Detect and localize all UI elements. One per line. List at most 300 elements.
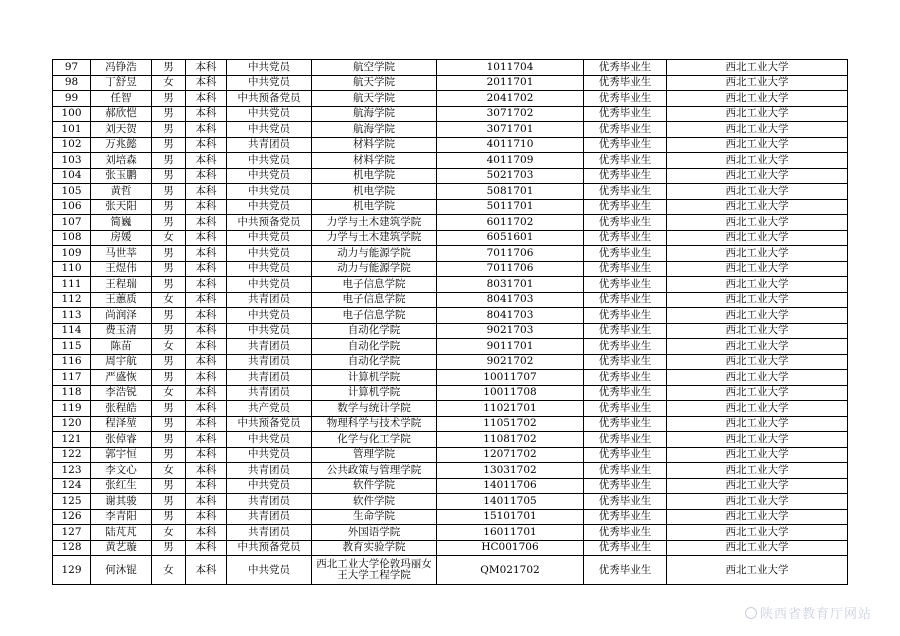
table-row: [53, 432, 848, 448]
cell-university: 西北工业大学: [667, 137, 848, 153]
cell-index: 124: [53, 478, 91, 494]
cell-index: 98: [53, 75, 91, 91]
cell-index: 104: [53, 168, 91, 184]
cell-name: 何沐锟: [91, 556, 152, 585]
cell-degree: 本科: [186, 463, 227, 479]
cell-gender: 女: [152, 75, 186, 91]
cell-class-id: 12071702: [437, 447, 584, 463]
cell-honor: 优秀毕业生: [584, 91, 667, 107]
graduates-table: [52, 59, 848, 585]
table-row: [53, 308, 848, 324]
cell-class-id: 5011701: [437, 199, 584, 215]
cell-index: 103: [53, 153, 91, 169]
cell-honor: 优秀毕业生: [584, 246, 667, 262]
cell-university: 西北工业大学: [667, 106, 848, 122]
cell-political-status: 共青团员: [227, 509, 312, 525]
cell-class-id: 7011706: [437, 261, 584, 277]
cell-index: 114: [53, 323, 91, 339]
cell-class-id: 9011701: [437, 339, 584, 355]
cell-class-id: QM021702: [437, 556, 584, 585]
cell-honor: 优秀毕业生: [584, 184, 667, 200]
cell-university: 西北工业大学: [667, 168, 848, 184]
cell-honor: 优秀毕业生: [584, 75, 667, 91]
cell-index: 116: [53, 354, 91, 370]
cell-college: 计算机学院: [312, 385, 437, 401]
table-row: [53, 556, 848, 585]
cell-college: 力学与土木建筑学院: [312, 230, 437, 246]
cell-political-status: 中共党员: [227, 478, 312, 494]
table-row: [53, 184, 848, 200]
cell-college: 物理科学与技术学院: [312, 416, 437, 432]
cell-index: 119: [53, 401, 91, 417]
table-row: [53, 323, 848, 339]
cell-index: 110: [53, 261, 91, 277]
cell-college: 数学与统计学院: [312, 401, 437, 417]
cell-college: 电子信息学院: [312, 292, 437, 308]
cell-college: 航海学院: [312, 122, 437, 138]
cell-honor: 优秀毕业生: [584, 401, 667, 417]
cell-gender: 女: [152, 385, 186, 401]
table-row: [53, 478, 848, 494]
cell-name: 张红生: [91, 478, 152, 494]
cell-college: 化学与化工学院: [312, 432, 437, 448]
cell-index: 100: [53, 106, 91, 122]
cell-name: 黄哲: [91, 184, 152, 200]
cell-honor: 优秀毕业生: [584, 540, 667, 556]
cell-class-id: 4011710: [437, 137, 584, 153]
cell-honor: 优秀毕业生: [584, 261, 667, 277]
cell-university: 西北工业大学: [667, 556, 848, 585]
cell-index: 120: [53, 416, 91, 432]
cell-honor: 优秀毕业生: [584, 509, 667, 525]
cell-gender: 男: [152, 199, 186, 215]
cell-name: 张玉鹏: [91, 168, 152, 184]
cell-political-status: 中共党员: [227, 556, 312, 585]
cell-honor: 优秀毕业生: [584, 292, 667, 308]
cell-gender: 女: [152, 525, 186, 541]
cell-university: 西北工业大学: [667, 199, 848, 215]
cell-class-id: 2041702: [437, 91, 584, 107]
cell-degree: 本科: [186, 525, 227, 541]
cell-college: 航天学院: [312, 91, 437, 107]
cell-university: 西北工业大学: [667, 525, 848, 541]
cell-honor: 优秀毕业生: [584, 525, 667, 541]
cell-gender: 男: [152, 509, 186, 525]
cell-political-status: 中共党员: [227, 230, 312, 246]
cell-university: 西北工业大学: [667, 478, 848, 494]
cell-degree: 本科: [186, 137, 227, 153]
cell-class-id: 7011706: [437, 246, 584, 262]
cell-name: 冯铮浩: [91, 60, 152, 76]
cell-political-status: 共青团员: [227, 354, 312, 370]
cell-degree: 本科: [186, 385, 227, 401]
cell-honor: 优秀毕业生: [584, 122, 667, 138]
cell-college: 软件学院: [312, 478, 437, 494]
cell-index: 109: [53, 246, 91, 262]
cell-degree: 本科: [186, 292, 227, 308]
cell-college: 机电学院: [312, 184, 437, 200]
cell-index: 107: [53, 215, 91, 231]
cell-honor: 优秀毕业生: [584, 385, 667, 401]
watermark-logo-icon: [745, 607, 757, 619]
awards-table-sheet: [52, 59, 847, 585]
cell-honor: 优秀毕业生: [584, 277, 667, 293]
cell-political-status: 中共党员: [227, 246, 312, 262]
cell-political-status: 共青团员: [227, 292, 312, 308]
cell-honor: 优秀毕业生: [584, 494, 667, 510]
cell-class-id: 6011702: [437, 215, 584, 231]
cell-name: 郝欣恺: [91, 106, 152, 122]
table-row: [53, 153, 848, 169]
cell-political-status: 中共党员: [227, 261, 312, 277]
table-row: [53, 339, 848, 355]
cell-name: 王程瑞: [91, 277, 152, 293]
cell-gender: 女: [152, 463, 186, 479]
cell-college: 生命学院: [312, 509, 437, 525]
cell-college: 软件学院: [312, 494, 437, 510]
cell-degree: 本科: [186, 339, 227, 355]
cell-gender: 男: [152, 184, 186, 200]
cell-political-status: 中共党员: [227, 153, 312, 169]
cell-college: 西北工业大学伦敦玛丽女王大学工程学院: [312, 556, 437, 585]
cell-name: 谢其骏: [91, 494, 152, 510]
cell-name: 任智: [91, 91, 152, 107]
cell-gender: 男: [152, 106, 186, 122]
cell-college: 力学与土木建筑学院: [312, 215, 437, 231]
cell-college: 公共政策与管理学院: [312, 463, 437, 479]
table-row: [53, 525, 848, 541]
cell-political-status: 中共预备党员: [227, 215, 312, 231]
cell-college: 材料学院: [312, 153, 437, 169]
cell-class-id: 11051702: [437, 416, 584, 432]
cell-class-id: 14011706: [437, 478, 584, 494]
cell-class-id: 1011704: [437, 60, 584, 76]
cell-class-id: 8041703: [437, 292, 584, 308]
cell-political-status: 中共党员: [227, 323, 312, 339]
cell-university: 西北工业大学: [667, 416, 848, 432]
cell-degree: 本科: [186, 230, 227, 246]
cell-degree: 本科: [186, 509, 227, 525]
table-row: [53, 540, 848, 556]
cell-index: 121: [53, 432, 91, 448]
table-row: [53, 199, 848, 215]
cell-name: 张天阳: [91, 199, 152, 215]
table-row: [53, 60, 848, 76]
cell-degree: 本科: [186, 308, 227, 324]
cell-index: 123: [53, 463, 91, 479]
cell-name: 张倬睿: [91, 432, 152, 448]
cell-class-id: 6051601: [437, 230, 584, 246]
cell-name: 陈苗: [91, 339, 152, 355]
cell-degree: 本科: [186, 401, 227, 417]
cell-class-id: 13031702: [437, 463, 584, 479]
cell-degree: 本科: [186, 494, 227, 510]
cell-gender: 女: [152, 556, 186, 585]
cell-university: 西北工业大学: [667, 323, 848, 339]
cell-political-status: 共青团员: [227, 339, 312, 355]
table-row: [53, 91, 848, 107]
cell-degree: 本科: [186, 199, 227, 215]
cell-university: 西北工业大学: [667, 153, 848, 169]
cell-university: 西北工业大学: [667, 246, 848, 262]
cell-honor: 优秀毕业生: [584, 199, 667, 215]
table-body: [53, 60, 848, 585]
table-row: [53, 509, 848, 525]
cell-class-id: 8041703: [437, 308, 584, 324]
cell-name: 陆芃芃: [91, 525, 152, 541]
cell-name: 郭宇恒: [91, 447, 152, 463]
cell-gender: 男: [152, 478, 186, 494]
cell-degree: 本科: [186, 540, 227, 556]
cell-political-status: 中共党员: [227, 432, 312, 448]
cell-index: 128: [53, 540, 91, 556]
cell-honor: 优秀毕业生: [584, 215, 667, 231]
cell-degree: 本科: [186, 106, 227, 122]
cell-index: 126: [53, 509, 91, 525]
table-row: [53, 277, 848, 293]
cell-honor: 优秀毕业生: [584, 323, 667, 339]
cell-index: 111: [53, 277, 91, 293]
cell-college: 材料学院: [312, 137, 437, 153]
cell-gender: 男: [152, 494, 186, 510]
cell-gender: 男: [152, 168, 186, 184]
cell-name: 周宇航: [91, 354, 152, 370]
cell-degree: 本科: [186, 75, 227, 91]
cell-name: 王蕙质: [91, 292, 152, 308]
cell-index: 125: [53, 494, 91, 510]
cell-name: 丁舒昱: [91, 75, 152, 91]
cell-college: 外国语学院: [312, 525, 437, 541]
cell-university: 西北工业大学: [667, 370, 848, 386]
cell-degree: 本科: [186, 246, 227, 262]
cell-class-id: 9021703: [437, 323, 584, 339]
cell-class-id: 16011701: [437, 525, 584, 541]
table-row: [53, 215, 848, 231]
cell-political-status: 中共党员: [227, 168, 312, 184]
cell-honor: 优秀毕业生: [584, 416, 667, 432]
cell-university: 西北工业大学: [667, 308, 848, 324]
cell-honor: 优秀毕业生: [584, 432, 667, 448]
cell-class-id: 9021702: [437, 354, 584, 370]
cell-honor: 优秀毕业生: [584, 168, 667, 184]
cell-index: 118: [53, 385, 91, 401]
cell-gender: 男: [152, 401, 186, 417]
cell-political-status: 中共党员: [227, 60, 312, 76]
cell-university: 西北工业大学: [667, 494, 848, 510]
cell-honor: 优秀毕业生: [584, 478, 667, 494]
cell-index: 105: [53, 184, 91, 200]
cell-class-id: 14011705: [437, 494, 584, 510]
cell-index: 97: [53, 60, 91, 76]
cell-honor: 优秀毕业生: [584, 106, 667, 122]
cell-name: 王煜伟: [91, 261, 152, 277]
cell-college: 电子信息学院: [312, 308, 437, 324]
cell-name: 张程皓: [91, 401, 152, 417]
cell-college: 机电学院: [312, 168, 437, 184]
cell-political-status: 中共预备党员: [227, 416, 312, 432]
cell-gender: 男: [152, 447, 186, 463]
cell-degree: 本科: [186, 153, 227, 169]
cell-gender: 男: [152, 153, 186, 169]
table-row: [53, 292, 848, 308]
cell-index: 127: [53, 525, 91, 541]
cell-political-status: 中共党员: [227, 447, 312, 463]
cell-college: 航天学院: [312, 75, 437, 91]
cell-name: 黄艺璇: [91, 540, 152, 556]
cell-index: 113: [53, 308, 91, 324]
cell-college: 计算机学院: [312, 370, 437, 386]
cell-honor: 优秀毕业生: [584, 308, 667, 324]
watermark-text: 陕西省教育厅网站: [759, 607, 872, 622]
cell-university: 西北工业大学: [667, 401, 848, 417]
cell-gender: 女: [152, 339, 186, 355]
cell-political-status: 共青团员: [227, 525, 312, 541]
cell-political-status: 中共预备党员: [227, 91, 312, 107]
cell-college: 电子信息学院: [312, 277, 437, 293]
cell-degree: 本科: [186, 416, 227, 432]
cell-college: 机电学院: [312, 199, 437, 215]
cell-index: 99: [53, 91, 91, 107]
cell-name: 李青阳: [91, 509, 152, 525]
table-row: [53, 447, 848, 463]
cell-class-id: 2011701: [437, 75, 584, 91]
cell-class-id: 11021701: [437, 401, 584, 417]
cell-gender: 男: [152, 91, 186, 107]
cell-degree: 本科: [186, 184, 227, 200]
cell-name: 万兆懿: [91, 137, 152, 153]
cell-honor: 优秀毕业生: [584, 354, 667, 370]
cell-name: 李浩锐: [91, 385, 152, 401]
cell-political-status: 中共党员: [227, 199, 312, 215]
cell-honor: 优秀毕业生: [584, 339, 667, 355]
cell-college: 航海学院: [312, 106, 437, 122]
table-row: [53, 416, 848, 432]
cell-name: 马世莘: [91, 246, 152, 262]
cell-political-status: 共产党员: [227, 401, 312, 417]
cell-university: 西北工业大学: [667, 540, 848, 556]
cell-university: 西北工业大学: [667, 60, 848, 76]
cell-university: 西北工业大学: [667, 75, 848, 91]
cell-gender: 男: [152, 122, 186, 138]
table-row: [53, 246, 848, 262]
cell-gender: 男: [152, 354, 186, 370]
cell-class-id: 3071702: [437, 106, 584, 122]
cell-class-id: 4011709: [437, 153, 584, 169]
table-row: [53, 261, 848, 277]
cell-class-id: 8031701: [437, 277, 584, 293]
cell-gender: 男: [152, 540, 186, 556]
cell-university: 西北工业大学: [667, 463, 848, 479]
cell-degree: 本科: [186, 447, 227, 463]
table-row: [53, 137, 848, 153]
cell-political-status: 共青团员: [227, 370, 312, 386]
watermark: [745, 603, 872, 622]
cell-honor: 优秀毕业生: [584, 230, 667, 246]
cell-degree: 本科: [186, 277, 227, 293]
cell-class-id: 5081701: [437, 184, 584, 200]
cell-gender: 男: [152, 60, 186, 76]
cell-college: 自动化学院: [312, 354, 437, 370]
cell-degree: 本科: [186, 168, 227, 184]
cell-honor: 优秀毕业生: [584, 153, 667, 169]
cell-degree: 本科: [186, 91, 227, 107]
cell-university: 西北工业大学: [667, 432, 848, 448]
cell-name: 李文心: [91, 463, 152, 479]
cell-political-status: 共青团员: [227, 494, 312, 510]
cell-class-id: 15101701: [437, 509, 584, 525]
cell-university: 西北工业大学: [667, 184, 848, 200]
cell-honor: 优秀毕业生: [584, 556, 667, 585]
cell-index: 108: [53, 230, 91, 246]
cell-university: 西北工业大学: [667, 277, 848, 293]
cell-gender: 男: [152, 137, 186, 153]
cell-degree: 本科: [186, 432, 227, 448]
cell-index: 115: [53, 339, 91, 355]
table-row: [53, 122, 848, 138]
cell-name: 程泽堃: [91, 416, 152, 432]
cell-index: 117: [53, 370, 91, 386]
cell-gender: 女: [152, 230, 186, 246]
cell-degree: 本科: [186, 122, 227, 138]
table-row: [53, 75, 848, 91]
cell-political-status: 中共党员: [227, 106, 312, 122]
cell-university: 西北工业大学: [667, 230, 848, 246]
table-row: [53, 370, 848, 386]
table-row: [53, 230, 848, 246]
cell-degree: 本科: [186, 323, 227, 339]
cell-gender: 男: [152, 323, 186, 339]
cell-name: 刘天贺: [91, 122, 152, 138]
cell-class-id: 10011708: [437, 385, 584, 401]
cell-university: 西北工业大学: [667, 339, 848, 355]
cell-college: 自动化学院: [312, 339, 437, 355]
cell-name: 尚润泽: [91, 308, 152, 324]
cell-name: 简巍: [91, 215, 152, 231]
cell-degree: 本科: [186, 60, 227, 76]
cell-university: 西北工业大学: [667, 385, 848, 401]
cell-honor: 优秀毕业生: [584, 60, 667, 76]
cell-college: 动力与能源学院: [312, 261, 437, 277]
cell-index: 129: [53, 556, 91, 585]
cell-degree: 本科: [186, 215, 227, 231]
cell-name: 刘培森: [91, 153, 152, 169]
cell-degree: 本科: [186, 370, 227, 386]
cell-university: 西北工业大学: [667, 292, 848, 308]
cell-honor: 优秀毕业生: [584, 447, 667, 463]
table-row: [53, 106, 848, 122]
cell-class-id: 10011707: [437, 370, 584, 386]
table-row: [53, 401, 848, 417]
table-row: [53, 494, 848, 510]
cell-gender: 男: [152, 277, 186, 293]
cell-degree: 本科: [186, 354, 227, 370]
cell-political-status: 中共党员: [227, 184, 312, 200]
cell-college: 教育实验学院: [312, 540, 437, 556]
cell-honor: 优秀毕业生: [584, 370, 667, 386]
cell-class-id: 5021703: [437, 168, 584, 184]
cell-class-id: HC001706: [437, 540, 584, 556]
cell-degree: 本科: [186, 261, 227, 277]
cell-name: 房媛: [91, 230, 152, 246]
cell-college: 自动化学院: [312, 323, 437, 339]
cell-degree: 本科: [186, 556, 227, 585]
cell-university: 西北工业大学: [667, 215, 848, 231]
cell-honor: 优秀毕业生: [584, 463, 667, 479]
cell-gender: 男: [152, 261, 186, 277]
cell-university: 西北工业大学: [667, 122, 848, 138]
cell-university: 西北工业大学: [667, 91, 848, 107]
cell-gender: 男: [152, 246, 186, 262]
